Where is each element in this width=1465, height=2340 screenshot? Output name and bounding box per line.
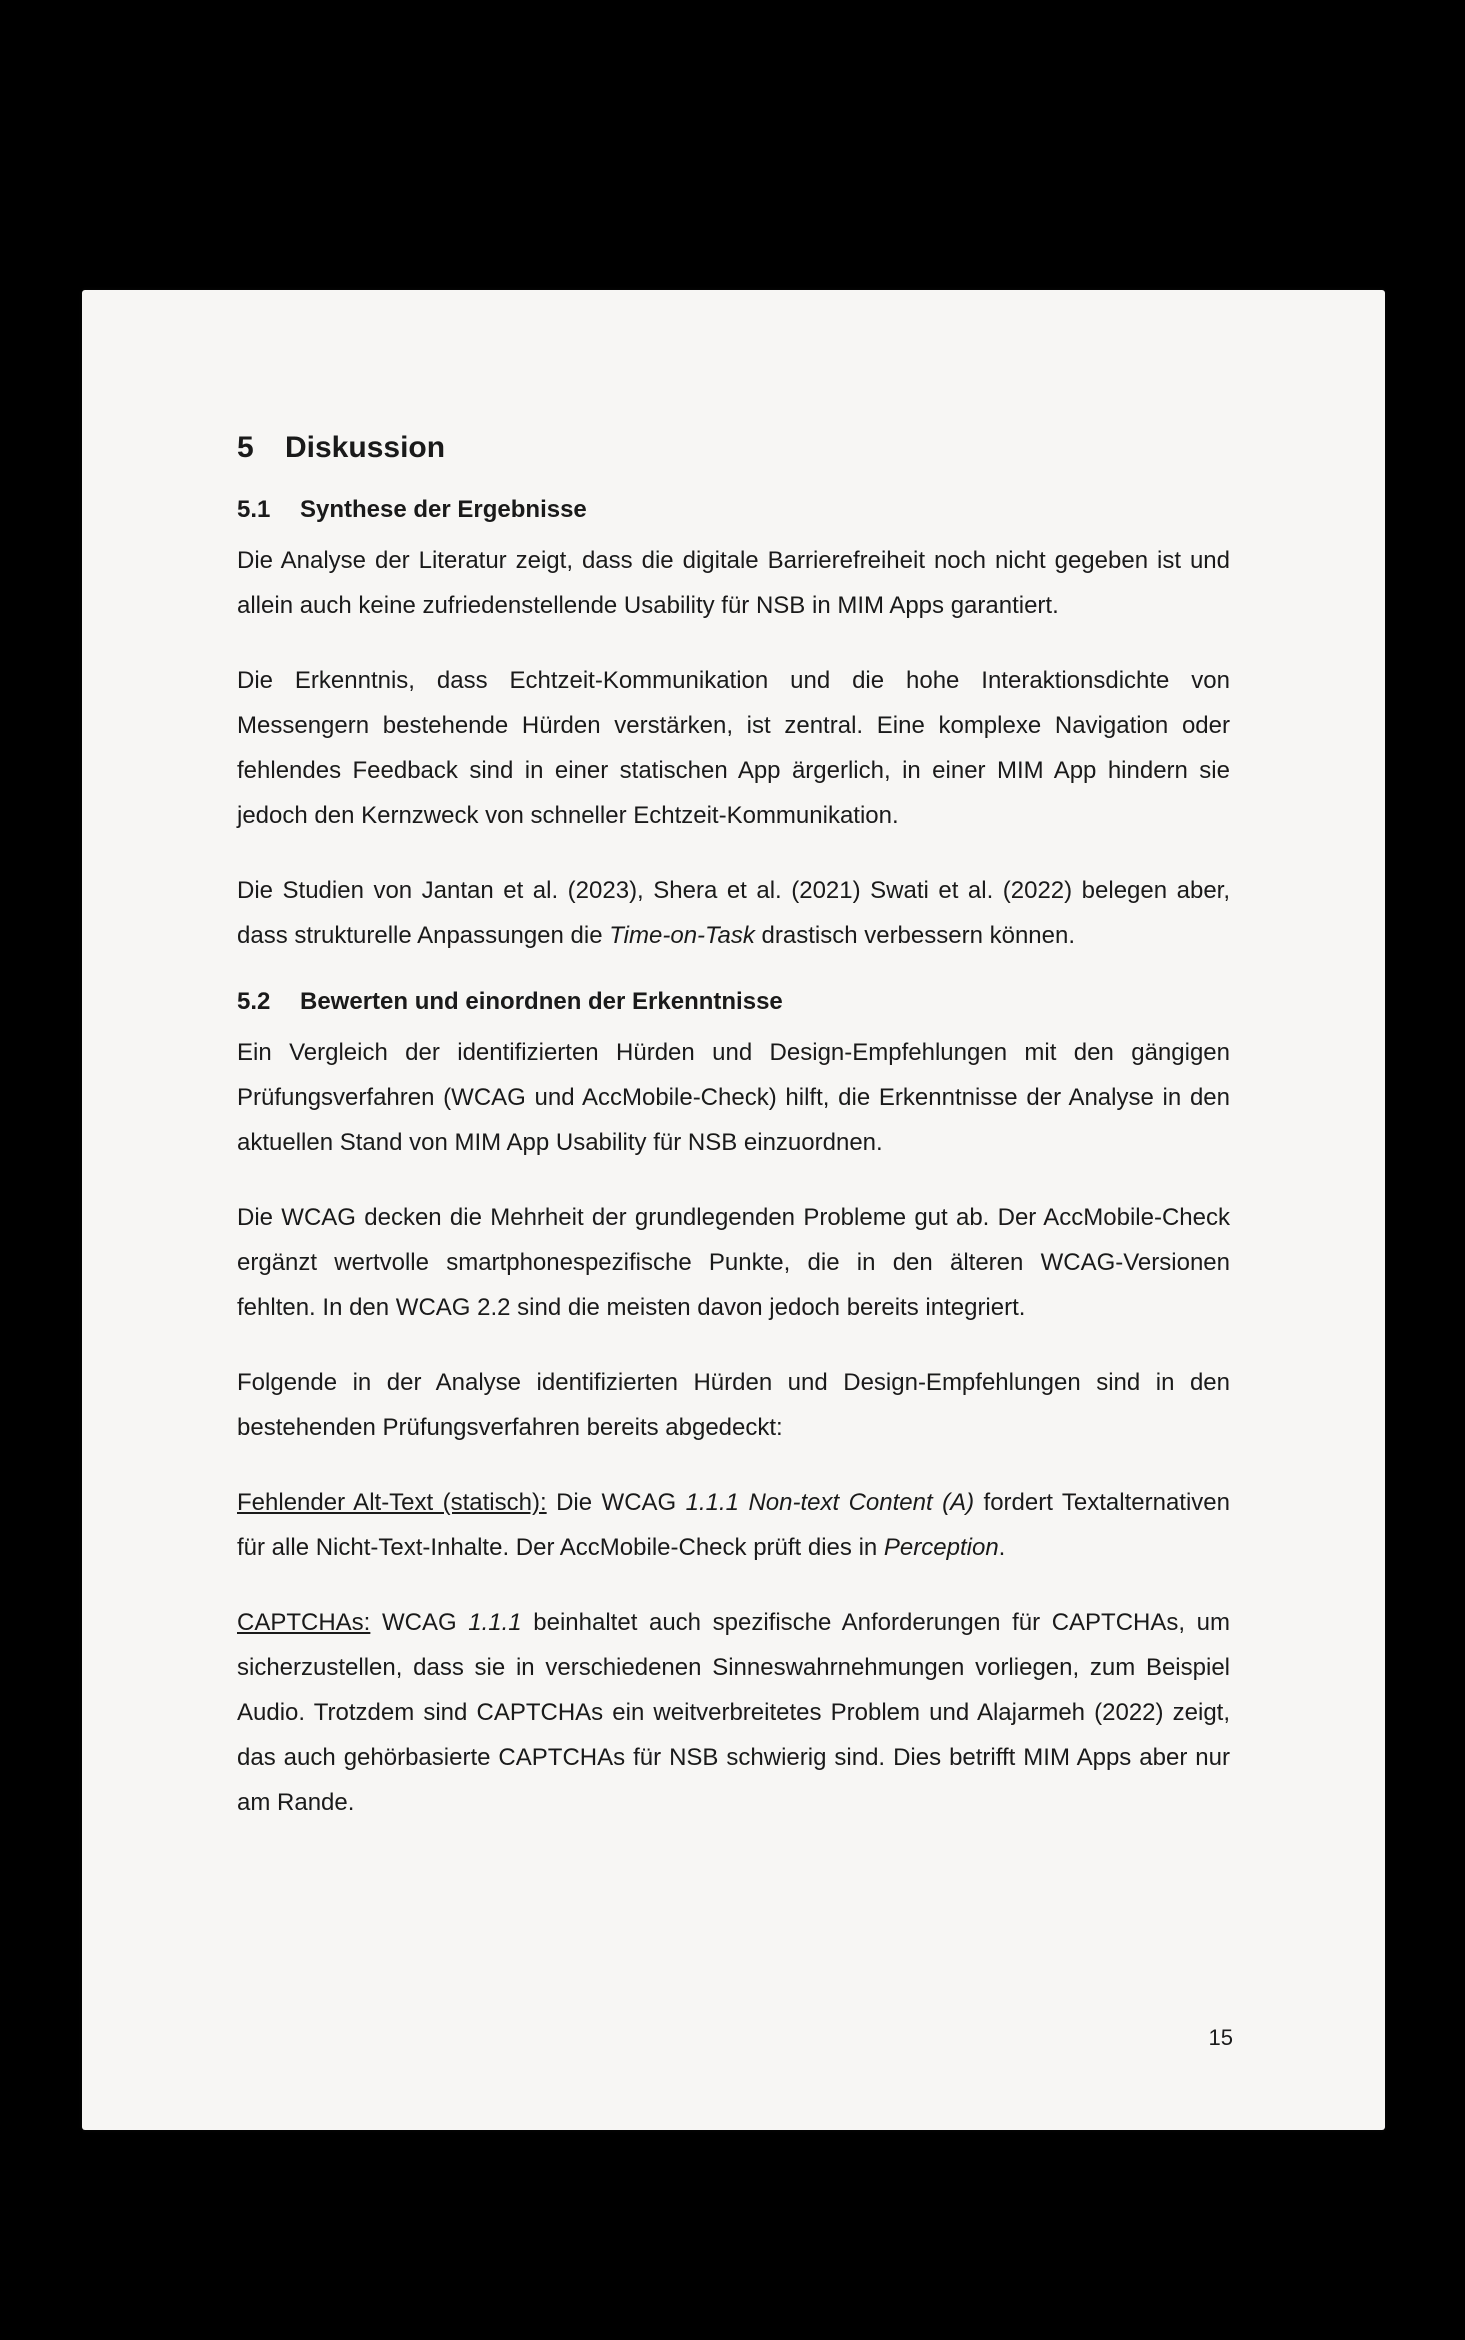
paragraph-einordnen-2: Die WCAG decken die Mehrheit der grundlegenden Probleme gut ab. Der AccMobile-Check ergänzt wertvolle smartphonespezifische Punkte, die in den älteren WCAG-Versionen fehlten. In den WCAG 2.2 sind die meisten davon jedoch bereits integriert. (237, 1204, 1230, 1321)
text-run: Die WCAG (546, 1489, 686, 1516)
page-number: 15 (1208, 2025, 1233, 2050)
chapter-title: Diskussion (285, 431, 446, 464)
document-page (82, 290, 1385, 2130)
text-run: beinhaltet auch spezifische Anforderungen für CAPTCHAs, um sicherzustellen, dass sie in verschiedenen Sinneswahrnehmungen vorliegen, zum Beispiel Audio. Trotzdem sind CAPTCHAs ein weitverbreitetes Problem und Alajarmeh (2022) zeigt, das auch gehörbasierte CAPTCHAs für NSB schwierig sind. Dies betrifft MIM Apps aber nur am Rande. (237, 1609, 1231, 1816)
paragraph-einordnen-1: Ein Vergleich der identifizierten Hürden und Design-Empfehlungen mit den gängigen Prüfungsverfahren (WCAG und AccMobile-Check) hilft, die Erkenntnisse der Analyse in den aktuellen Stand von MIM App Usability für NSB einzuordnen. (237, 1039, 1230, 1156)
section-heading-5-2 (237, 986, 1230, 1018)
label-captchas: CAPTCHAs: (237, 1609, 371, 1636)
emphasis-wcag-criterion: 1.1.1 Non-text Content (A) (685, 1489, 975, 1516)
paragraph-synthese-1: Die Analyse der Literatur zeigt, dass die digitale Barrierefreiheit noch nicht gegeben ist und allein auch keine zufriedenstellende Usability für NSB in MIM Apps garantiert. (237, 547, 1230, 619)
paragraph-synthese-3 (237, 868, 1230, 958)
emphasis-wcag-criterion: 1.1.1 (468, 1609, 522, 1636)
text-run: WCAG (370, 1609, 469, 1636)
section-title: Bewerten und einordnen der Erkenntnisse (300, 988, 783, 1015)
emphasis-time-on-task: Time-on-Task (609, 922, 755, 949)
chapter-heading (237, 430, 1230, 466)
chapter-number: 5 (237, 431, 254, 464)
page-content (237, 430, 1230, 1855)
text-run: fordert Textalternativen für alle Nicht-Text-Inhalte. Der AccMobile-Check prüft dies in (237, 1489, 1230, 1561)
paragraph-captchas (237, 1600, 1230, 1825)
emphasis-perception: Perception (883, 1534, 999, 1561)
section-heading-5-1 (237, 494, 1230, 526)
paragraph-einordnen-3: Folgende in der Analyse identifizierten Hürden und Design-Empfehlungen sind in den bestehenden Prüfungsverfahren bereits abgedeckt: (237, 1369, 1230, 1441)
label-fehlender-alt-text: Fehlender Alt-Text (statisch): (237, 1489, 547, 1516)
section-number: 5.2 (237, 988, 271, 1015)
section-title: Synthese der Ergebnisse (300, 496, 587, 523)
text-run: drastisch verbessern können. (754, 922, 1076, 949)
text-run: . (998, 1534, 1006, 1561)
text-run: Die Studien von Jantan et al. (2023), Shera et al. (2021) Swati et al. (2022) belegen aber, dass strukturelle Anpassungen die (237, 877, 1230, 949)
paragraph-alt-text (237, 1480, 1230, 1570)
section-number: 5.1 (237, 496, 271, 523)
paragraph-synthese-2: Die Erkenntnis, dass Echtzeit-Kommunikation und die hohe Interaktionsdichte von Messengern bestehende Hürden verstärken, ist zentral. Eine komplexe Navigation oder fehlendes Feedback sind in einer statischen App ärgerlich, in einer MIM App hindern sie jedoch den Kernzweck von schneller Echtzeit-Kommunikation. (237, 667, 1230, 829)
